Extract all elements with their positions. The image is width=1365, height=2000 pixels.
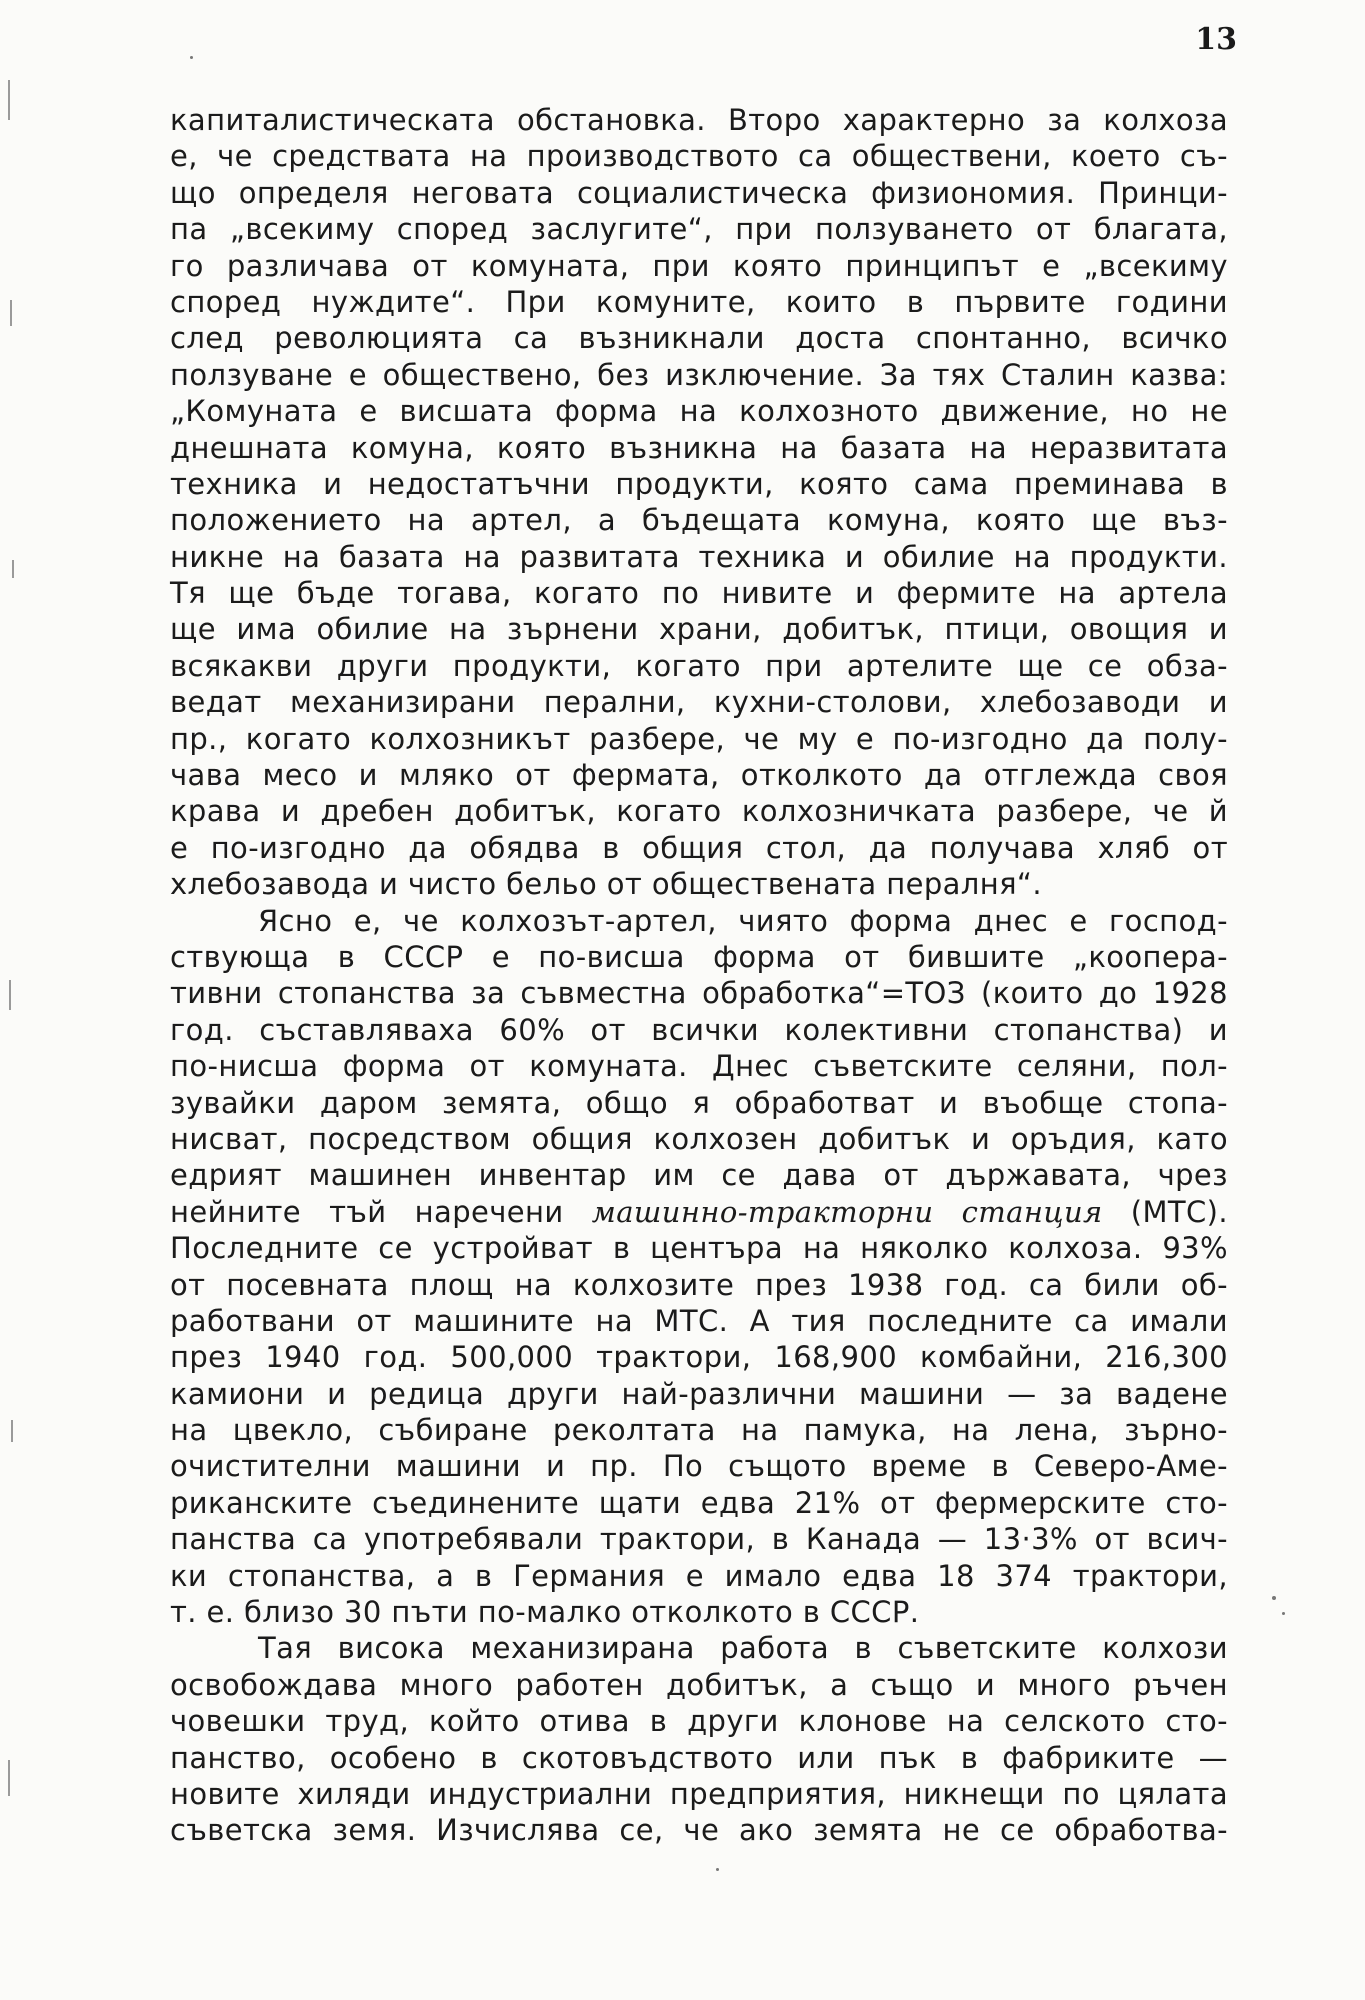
text-line: зувайки даром земята, общо я обработват и въобще стопа- [170,1085,1228,1120]
text-line: т. е. близо 30 пъти по-малко отколкото в СССР. [170,1595,920,1630]
text-line: освобождава много работен добитък, а също и много ръчен [170,1667,1228,1702]
text-line: положението на артел, а бъдещата комуна, която ще въз- [170,503,1228,538]
text-line: всякакви други продукти, когато при артелите ще се обза- [170,648,1228,683]
text-line: хлебозавода и чисто бельо от обществената пералня“. [170,867,1042,902]
text-line: тивни стопанства за съвместна обработка“=ТОЗ (които до 1928 [170,976,1228,1011]
text-line: панство, особено в скотовъдството или пък в фабриките — [170,1740,1228,1775]
text-line: от посевната площ на колхозите през 1938 год. са били об- [170,1267,1228,1302]
scan-speck [1282,1612,1285,1615]
text-line: капиталистическата обстановка. Второ характерно за колхоза [170,103,1228,137]
text-line: ведат механизирани перални, кухни-столови, хлебозаводи и [170,685,1228,720]
text-line: крава и дребен добитък, когато колхозничката разбере, че й [170,794,1228,829]
text-line: човешки труд, който отива в други клонове на селското сто- [170,1704,1228,1739]
text-line: на цвекло, събиране реколтата на памука, на лена, зърно- [170,1413,1228,1448]
text-line: съветска земя. Изчислява се, че ако земята не се обработва- [170,1813,1228,1848]
text-line: е по-изгодно да обядва в общия стол, да получава хляб от [170,830,1228,865]
text-line: според нуждите“. При комуните, които в първите години [170,284,1228,319]
text-line: ще има обилие на зърнени храни, добитък, птици, овощия и [170,612,1228,647]
text-line: Тая висока механизирана работа в съветските колхози [258,1631,1228,1666]
text-line: очистителни машини и пр. По същото време в Северо-Аме- [170,1449,1228,1484]
text-line: Последните се устройват в центъра на няколко колхоза. 93% [170,1231,1228,1266]
body-text [170,102,1228,1849]
text-line: пр., когато колхозникът разбере, че му е по-изгодно да полу- [170,721,1228,756]
text-line: днешната комуна, която възникна на базата на неразвитата [170,430,1228,465]
text-line: едрият машинен инвентар им се дава от държавата, чрез [170,1158,1228,1193]
text-line: що определя неговата социалистическа физиономия. Принци- [170,175,1228,210]
text-line: нейните тъй наречени машинно-тракторни станция (МТС). [170,1194,1228,1229]
text-line: „Комуната е висшата форма на колхозното движение, но не [170,394,1228,429]
text-line: го различава от комуната, при която принципът е „всекиму [170,248,1228,283]
text-line: камиони и редица други най-различни машини — за вадене [170,1376,1228,1411]
text-line: па „всекиму според заслугите“, при ползуването от благата, [170,212,1228,247]
text-line: след революцията са възникнали доста спонтанно, всичко [170,321,1228,356]
scan-speck [716,1868,719,1871]
italic-term: машинно-тракторни станция [591,1194,1103,1229]
text-line: ползуване е обществено, без изключение. За тях Сталин казва: [170,357,1228,392]
page-number: 13 [1195,22,1237,57]
text-line: новите хиляди индустриални предприятия, никнещи по цялата [170,1776,1228,1811]
scan-speck [190,56,193,59]
text-line: Тя ще бъде тогава, когато по нивите и фермите на артела [170,576,1228,611]
text-line: риканските съединените щати едва 21% от фермерските сто- [170,1485,1228,1520]
text-line: през 1940 год. 500,000 трактори, 168,900 комбайни, 216,300 [170,1340,1228,1375]
text-line: чава месо и мляко от фермата, отколкото да отглежда своя [170,758,1228,793]
text-line: работвани от машините на МТС. А тия последните са имали [170,1303,1228,1338]
text-line: нисват, посредством общия колхозен добитък и оръдия, като [170,1121,1228,1156]
text-line: ки стопанства, а в Германия е имало едва 18 374 трактори, [170,1558,1228,1593]
text-line: панства са употребявали трактори, в Канада — 13·3% от всич- [170,1522,1228,1557]
text-line: год. съставляваха 60% от всички колективни стопанства) и [170,1012,1228,1047]
text-line: техника и недостатъчни продукти, която сама преминава в [170,466,1228,501]
text-line: никне на базата на развитата техника и обилие на продукти. [170,539,1228,574]
text-line: ствующа в СССР е по-висша форма от бившите „коопера- [170,939,1228,974]
text-line: по-нисша форма от комуната. Днес съветските селяни, пол- [170,1049,1228,1084]
scan-speck [1272,1596,1276,1600]
text-line: е, че средствата на производството са обществени, което съ- [170,139,1228,174]
text-line: Ясно е, че колхозът-артел, чиято форма днес е господ- [258,903,1228,938]
